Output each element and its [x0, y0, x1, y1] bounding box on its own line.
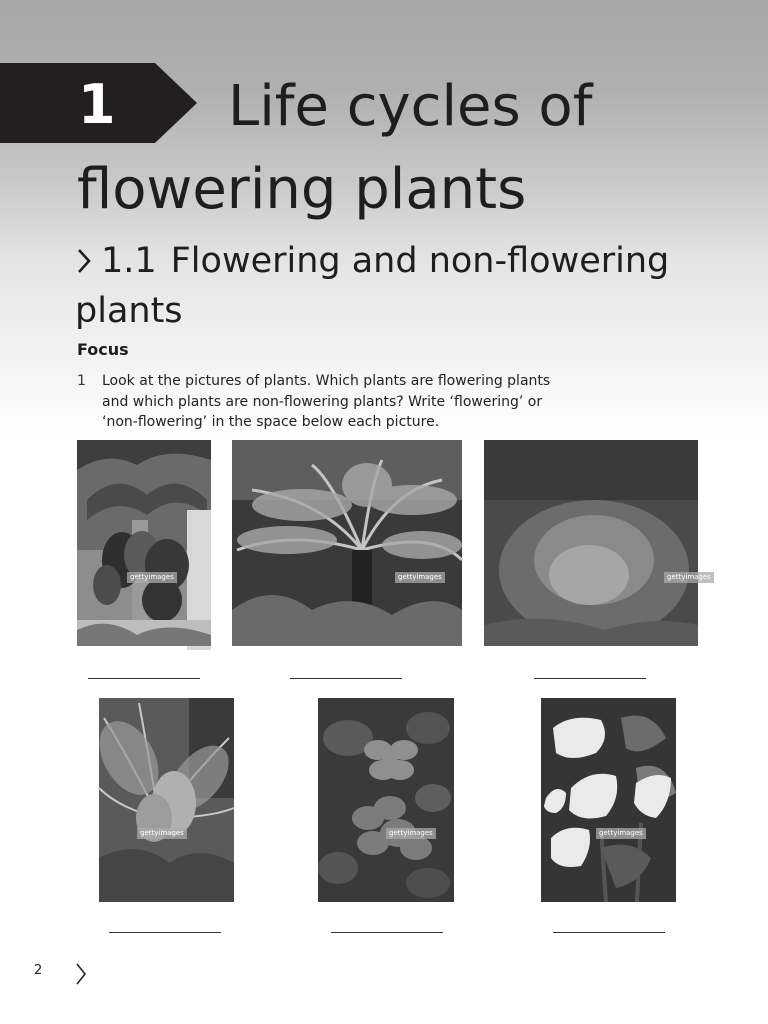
- answer-line-4[interactable]: [109, 932, 221, 933]
- photo-watermark: gettyimages: [395, 572, 445, 583]
- question-text: Look at the pictures of plants. Which plants are flowering plants and which plants are non-flowering plants? Write ‘flowering’ or ‘non-flowering’ in the space below each picture.: [102, 373, 551, 430]
- answer-line-2[interactable]: [290, 678, 402, 679]
- chapter-number: 1: [78, 73, 116, 136]
- chapter-title-line1: Life cycles of: [228, 74, 593, 139]
- photo-tree-fern: [232, 440, 462, 646]
- page-number: 2: [34, 963, 43, 978]
- chevron-right-icon: [74, 962, 88, 990]
- answer-line-3[interactable]: [534, 678, 646, 679]
- focus-label: Focus: [77, 340, 129, 359]
- photo-watermark: gettyimages: [664, 572, 714, 583]
- photo-calla-lilies: [541, 698, 676, 902]
- section-title-line1: Flowering and non-flowering: [170, 241, 670, 281]
- photo-hibiscus: [318, 698, 454, 902]
- photo-watermark: gettyimages: [386, 828, 436, 839]
- photo-watermark: gettyimages: [137, 828, 187, 839]
- photo-papaya: [77, 440, 211, 646]
- chevron-right-icon: [75, 236, 101, 286]
- answer-line-1[interactable]: [88, 678, 200, 679]
- answer-line-6[interactable]: [553, 932, 665, 933]
- section-title-line2: plants: [75, 291, 183, 331]
- answer-line-5[interactable]: [331, 932, 443, 933]
- photo-cycad: [99, 698, 234, 902]
- photo-watermark: gettyimages: [127, 572, 177, 583]
- photo-moss: [484, 440, 711, 646]
- chapter-title-line2: flowering plants: [77, 157, 527, 222]
- photo-watermark: gettyimages: [596, 828, 646, 839]
- section-heading: [75, 236, 715, 336]
- section-number: 1.1: [101, 241, 157, 281]
- question-number: 1: [77, 373, 86, 389]
